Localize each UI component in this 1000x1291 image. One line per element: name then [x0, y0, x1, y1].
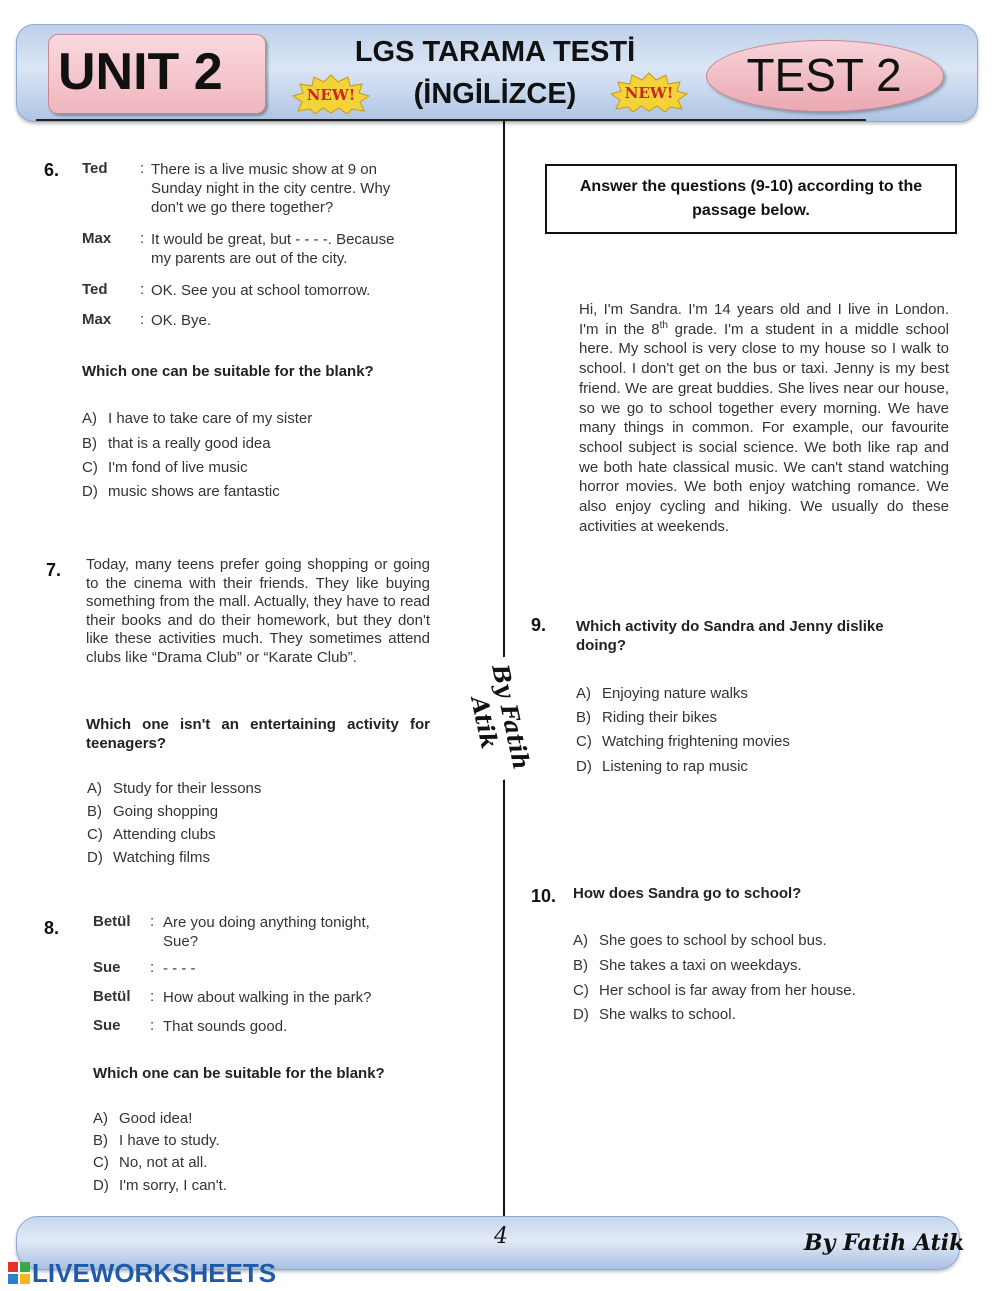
q6-line: It would be great, but - - - -. Because my parents are out of the city. [151, 231, 395, 267]
footer-signature: By Fatih Atik [804, 1230, 965, 1256]
q9-number: 9. [531, 615, 547, 635]
colon: : [140, 311, 145, 328]
q6-option-c[interactable]: C) I'm fond of live music [82, 459, 248, 476]
liveworksheets-logo-icon [8, 1262, 30, 1284]
q6-option-b[interactable]: B) that is a really good idea [82, 435, 271, 452]
q6-question: Which one can be suitable for the blank? [82, 363, 374, 380]
colon: : [150, 959, 155, 976]
colon: : [150, 913, 155, 930]
q6-line: OK. See you at school tomorrow. [151, 282, 371, 299]
q6-option-a[interactable]: A) I have to take care of my sister [82, 410, 313, 427]
q6-number: 6. [44, 160, 60, 180]
q6-line: OK. Bye. [151, 312, 212, 329]
vertical-signature: By Fatih Atik [476, 656, 536, 781]
new-badge-icon [610, 72, 688, 112]
q7-question: Which one isn't an entertaining activity for teenagers? [86, 716, 430, 752]
q7-passage: Today, many teens prefer going shopping or going to the cinema with their friends. They like buying something from the mall. Actually, they have to read their books and do their homework, but they don't like these activities much. They sometimes attend clubs like “Drama Club” or “Karate Club”. [86, 556, 430, 666]
q8-option-a[interactable]: A) Good idea! [93, 1110, 193, 1127]
reading-passage: Hi, I'm Sandra. I'm 14 years old and I live in London. I'm in the 8th grade. I'm a student in a middle school here. My school is very close to my house so I walk to school. I don't get on the bus or taxi. Jenny is my best friend. We are great buddies. She lives near our house, so we go to school together every morning. We have many things in common. For example, our favourite school subject is social science. We both like rap and we both hate classical music. We can't stand watching horror movies. We both enjoy watching romance. We also enjoy cycling and hiking. We usually do these activities at weekends. [579, 301, 949, 535]
q6-speaker: Ted [82, 160, 108, 177]
q10-option-c[interactable]: C) Her school is far away from her house. [573, 982, 856, 999]
page-number: 4 [494, 1224, 508, 1249]
q10-option-d[interactable]: D) She walks to school. [573, 1006, 736, 1023]
q8-option-c[interactable]: C) No, not at all. [93, 1154, 208, 1171]
q8-line: - - - - [163, 960, 196, 977]
q10-number: 10. [531, 886, 557, 906]
q7-option-b[interactable]: B) Going shopping [87, 803, 219, 820]
q8-option-d[interactable]: D) I'm sorry, I can't. [93, 1177, 227, 1194]
q6-speaker: Ted [82, 281, 108, 298]
colon: : [150, 1017, 155, 1034]
q7-option-a[interactable]: A) Study for their lessons [87, 780, 262, 797]
q8-number: 8. [44, 918, 60, 938]
q6-speaker: Max [82, 311, 112, 328]
test-label: TEST 2 [746, 49, 902, 101]
q7-option-d[interactable]: D) Watching films [87, 849, 210, 866]
colon: : [140, 160, 145, 177]
q8-speaker: Betül [93, 913, 131, 930]
q10-option-b[interactable]: B) She takes a taxi on weekdays. [573, 957, 802, 974]
q10-question: How does Sandra go to school? [573, 885, 802, 902]
q9-option-b[interactable]: B) Riding their bikes [576, 709, 718, 726]
q6-speaker: Max [82, 230, 112, 247]
liveworksheets-brand[interactable]: LIVEWORKSHEETS [32, 1258, 277, 1288]
new-badge-text: NEW! [624, 84, 674, 102]
q8-speaker: Sue [93, 959, 121, 976]
worksheet-subtitle: (İNGİLİZCE) [413, 78, 577, 110]
q8-option-b[interactable]: B) I have to study. [93, 1132, 220, 1149]
colon: : [140, 230, 145, 247]
q9-option-c[interactable]: C) Watching frightening movies [576, 733, 790, 750]
instructions-box: Answer the questions (9-10) according to the passage below. [545, 164, 957, 234]
q6-line: There is a live music show at 9 on Sunday night in the city centre. Why don't we go there together? [151, 161, 391, 216]
q9-option-d[interactable]: D) Listening to rap music [576, 758, 748, 775]
q9-question: Which activity do Sandra and Jenny dislike doing? [576, 618, 884, 654]
new-badge-icon [292, 74, 370, 114]
q8-speaker: Sue [93, 1017, 121, 1034]
colon: : [140, 281, 145, 298]
q7-number: 7. [46, 560, 62, 580]
q8-line: That sounds good. [163, 1018, 288, 1035]
q7-option-c[interactable]: C) Attending clubs [87, 826, 216, 843]
q8-question: Which one can be suitable for the blank? [93, 1065, 385, 1082]
worksheet-title: LGS TARAMA TESTİ [354, 36, 636, 68]
q8-line: How about walking in the park? [163, 989, 372, 1006]
q6-option-d[interactable]: D) music shows are fantastic [82, 483, 280, 500]
q8-speaker: Betül [93, 988, 131, 1005]
q10-option-a[interactable]: A) She goes to school by school bus. [573, 932, 827, 949]
q8-line: Are you doing anything tonight, Sue? [163, 914, 370, 950]
unit-label: UNIT 2 [58, 43, 223, 101]
new-badge-text: NEW! [306, 86, 356, 104]
colon: : [150, 988, 155, 1005]
header-rule [36, 119, 866, 121]
q9-option-a[interactable]: A) Enjoying nature walks [576, 685, 748, 702]
